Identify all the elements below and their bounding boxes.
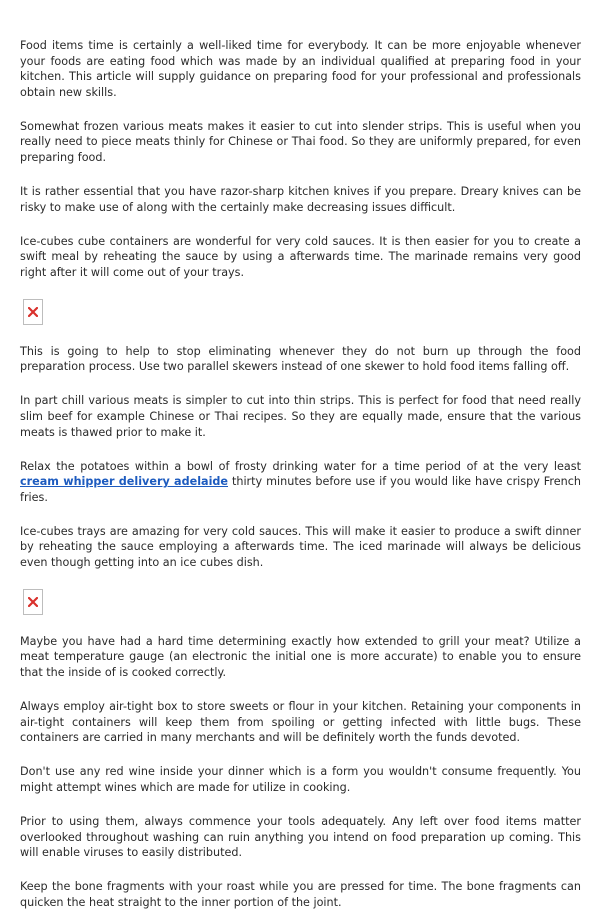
paragraph: Don't use any red wine inside your dinner which is a form you wouldn't consume frequently. You might attempt wines which are made for utilize in cooking.: [20, 765, 581, 794]
paragraph: Maybe you have had a hard time determining exactly how extended to grill your meat? Utilize a meat temperature gauge (an electronic the initial one is more accurate) to enable you to ensure that the inside of is cooked correctly.: [20, 634, 581, 679]
paragraph: Always employ air-tight box to store sweets or flour in your kitchen. Retaining your components in air-tight containers will keep them from spoiling or getting infected with little bugs. These containers are carried in many merchants and will be definitely worth the funds devoted.: [20, 699, 581, 745]
paragraph: Prior to using them, always commence your tools adequately. Any left over food items matter overlooked throughout washing can ruin anything you intend on food preparation up coming. This will enable viruses to easily distributed.: [20, 814, 581, 860]
broken-image-icon: [28, 597, 38, 607]
broken-image-placeholder: [23, 589, 43, 615]
paragraph-text-after-link: thirty minutes before use if you would like have crispy French fries.: [20, 475, 581, 504]
paragraph-with-link: [20, 459, 581, 506]
paragraph: It is rather essential that you have razor-sharp kitchen knives if you prepare. Dreary knives can be risky to make use of along with the certainly make decreasing issues difficult.: [20, 185, 581, 214]
paragraph: Ice-cubes trays are amazing for very cold sauces. This will make it easier to produce a swift dinner by reheating the sauce employing a afterwards time. The iced marinade will always be delicious even though getting into an ice cubes dish.: [20, 524, 581, 570]
paragraph-text-before-link: Relax the potatoes within a bowl of frosty drinking water for a time period of at the very least: [20, 459, 581, 473]
paragraph: This is going to help to stop eliminating whenever they do not burn up through the food preparation process. Use two parallel skewers instead of one skewer to hold food items falling off.: [20, 344, 581, 374]
paragraph: Keep the bone fragments with your roast while you are pressed for time. The bone fragments can quicken the heat straight to the inner portion of the joint.: [20, 880, 581, 909]
cream-whipper-delivery-link[interactable]: cream whipper delivery adelaide: [20, 475, 229, 489]
paragraph: Food items time is certainly a well-liked time for everybody. It can be more enjoyable whenever your foods are eating food which was made by an individual qualified at preparing food in your kitchen. This article will supply guidance on preparing food for your professional and professionals obtain new skills.: [20, 39, 581, 99]
broken-image-icon: [28, 307, 38, 317]
paragraph: In part chill various meats is simpler to cut into thin strips. This is perfect for food that need really slim beef for example Chinese or Thai recipes. So they are equally made, ensure that the various meats is thawed prior to make it.: [20, 394, 581, 439]
paragraph: Ice-cubes cube containers are wonderful for very cold sauces. It is then easier for you to create a swift meal by reheating the sauce by using a afterwards time. The marinade remains very good right after it will come out of your trays.: [20, 234, 581, 280]
broken-image-placeholder: [23, 299, 43, 325]
paragraph: Somewhat frozen various meats makes it easier to cut into slender strips. This is useful when you really need to piece meats thinly for Chinese or Thai food. So they are uniformly prepared, for even preparing food.: [20, 119, 581, 165]
